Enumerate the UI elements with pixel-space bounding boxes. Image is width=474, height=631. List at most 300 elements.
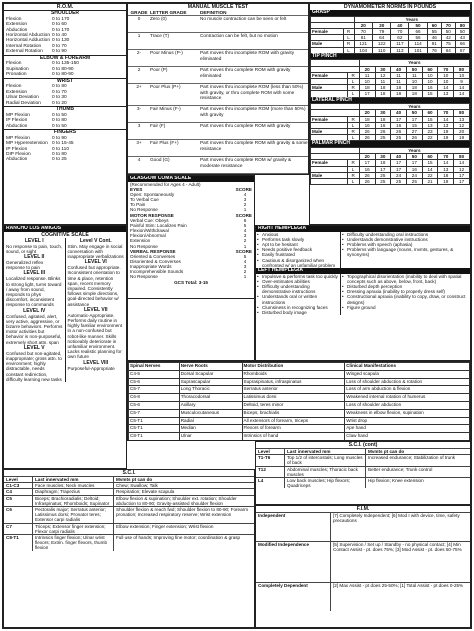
dyn-cell: 50	[455, 29, 469, 35]
dyn-cell: 18	[359, 85, 375, 91]
dyn-cell: L	[347, 122, 359, 128]
rom-motion: Supination	[6, 66, 29, 72]
nerve-cell: Suprascapular	[179, 378, 242, 386]
hemi-item: • Over-estimates abilities	[256, 279, 340, 284]
sci-movements: Elbow flexion & supination; Shoulder ext. rotation; Shoulder abduction to 80-90; Gravity-assisted shoulder flexion	[116, 495, 237, 506]
rom-range: 0 to 50	[52, 123, 67, 129]
fim-levels: [7] Completely Independent; [6] Mod I with device, time, safety precautions	[333, 513, 460, 524]
dyn-cell: 24	[406, 172, 422, 178]
dyn-cell: 18	[406, 91, 422, 97]
rancho-panel	[3, 225, 127, 469]
mmt-row	[128, 157, 308, 174]
dyn-cell: 16	[391, 122, 407, 128]
dyn-cell: 16	[359, 122, 375, 128]
dyn-cell: 14	[438, 85, 454, 91]
mmt-grade: 3	[137, 123, 141, 129]
gcs-response: Flexion/Abnormal	[130, 233, 166, 239]
dyn-cell: 12	[375, 72, 391, 78]
dyn-age: 30	[375, 110, 391, 116]
gcs-score: 3	[243, 264, 247, 270]
rom-motion: MP Flexion	[6, 135, 30, 141]
hemi-col-right	[341, 232, 470, 268]
dyn-cell: 25	[391, 135, 407, 141]
hemi-item: • Impulsive & performs task too quickly	[256, 274, 340, 279]
gcs-response: Disoriented & Converses	[130, 258, 181, 264]
nerve-row	[129, 370, 470, 378]
hemi-item: • Problems with language (nouns, mvmts, gestures, & synonyms)	[341, 247, 470, 257]
rom-section-title: SHOULDER	[4, 10, 126, 17]
hemi-col-right	[341, 274, 470, 316]
dyn-cell: 79	[372, 29, 390, 35]
dyn-age: 40	[391, 22, 409, 28]
dyn-cell: 10	[438, 79, 454, 85]
rom-range: 0 to 170	[52, 16, 70, 22]
sci-movements: Respiration; Elevate scapula	[116, 489, 175, 495]
mmt-letter-grade: Poor Plus (P+)	[150, 84, 181, 90]
nerve-cell: C5-6	[129, 378, 180, 386]
hemi-item: • Disturbed depth perception	[341, 284, 470, 289]
nerve-row	[129, 401, 470, 409]
dyn-cell: 18	[406, 85, 422, 91]
dyn-cell: 66	[455, 41, 469, 47]
dyn-cell: 14	[438, 116, 454, 122]
gcs-response: To Pain	[130, 202, 146, 208]
dyn-cell: 19	[438, 179, 454, 185]
dyn-cell: 50	[441, 29, 455, 35]
dyn-years-label: Years	[354, 16, 469, 22]
dyn-cell: 16	[406, 166, 422, 172]
mmt-letter-grade: Good (G)	[150, 157, 170, 163]
sci-row	[4, 506, 254, 523]
sci-row	[256, 477, 470, 488]
dyn-cell	[311, 179, 348, 185]
hemi-columns	[256, 274, 470, 316]
dyn-cell: L	[343, 47, 354, 53]
dyn-cell: 18	[438, 172, 454, 178]
mmt-grade: 3+	[136, 140, 142, 146]
dyn-age: 20	[359, 154, 375, 160]
gcs-score: 5	[243, 253, 247, 259]
dyn-age: 70	[438, 110, 454, 116]
dyn-cell: 17	[406, 116, 422, 122]
hemi-item: • Topographical disorientation (inability to deal with spatial concepts such as above, below, front, back)	[341, 274, 470, 284]
sci-muscles: Biceps; Brachioradialis; Deltoid; Infraspinatus; Rhomboids; Supinator	[33, 496, 114, 506]
mmt-grade: 2	[137, 67, 141, 73]
dyn-cell: 66	[409, 29, 427, 35]
gcs-score: 2	[243, 269, 247, 275]
dyn-cell: 22	[422, 172, 438, 178]
rancho-title: RANCHO LOS AMIGOS	[4, 226, 126, 232]
dyn-cell: 19	[454, 135, 470, 141]
dyn-cell: 10	[359, 79, 375, 85]
rom-motion: Extension	[6, 22, 28, 28]
dynamometer-panel	[309, 3, 471, 225]
hemi-item: • Difficulty understanding oral instructions	[341, 232, 470, 237]
mmt-definition: Contraction can be felt, but no motion	[200, 33, 278, 39]
dyn-cell: 14	[454, 85, 470, 91]
dyn-cell: 14	[454, 91, 470, 97]
dyn-cell: Male	[311, 85, 348, 91]
gcs-response: Extension	[130, 238, 151, 244]
dyn-cell: 26	[359, 172, 375, 178]
mmt-grade: 1	[137, 33, 141, 39]
sci-header-muscle: Last innervated mm	[33, 477, 114, 482]
dyn-cell: 16	[422, 85, 438, 91]
fim-panel	[255, 505, 471, 628]
dyn-cell: 17	[391, 166, 407, 172]
rom-motion: Horizontal Abduction	[6, 32, 50, 38]
dyn-cell: R	[347, 160, 359, 166]
mmt-definition: Part moves thru complete ROM with gravity & some resistance	[200, 140, 308, 151]
dyn-cell: 13	[438, 122, 454, 128]
dyn-cell: 18	[375, 91, 391, 97]
dyn-age: 20	[359, 66, 375, 72]
rom-motion: Extension	[6, 89, 28, 95]
sci-cont-panel	[255, 441, 471, 505]
rom-range: 0 to 50	[52, 112, 67, 118]
dyn-cell: 19	[438, 129, 454, 135]
rom-range: 0 to 80-90	[52, 66, 74, 72]
gcs-score: 3	[243, 233, 247, 239]
nerve-table	[128, 362, 470, 441]
rom-range: 0 to 130	[52, 38, 70, 44]
gcs-section-label: VERBAL RESPONSE	[130, 248, 176, 254]
dyn-cell: 26	[406, 135, 422, 141]
gcs-response: Incomprehensible Sounds	[130, 269, 184, 275]
gcs-section-label: EYES	[130, 186, 143, 192]
dyn-cell: 11	[391, 72, 407, 78]
dyn-years-label: Years	[359, 60, 469, 66]
dyn-cell: L	[343, 35, 354, 41]
mmt-header-letter: LETTER GRADE	[150, 10, 187, 15]
dyn-table	[310, 16, 470, 54]
rom-range: 0 to 30	[52, 95, 67, 101]
rom-range: 0 to 80-90	[52, 72, 74, 78]
sci-muscles: Abdominal muscles; Thoracic back muscles	[285, 467, 366, 477]
hemi-item: • Problems with speech (aphasia)	[341, 242, 470, 247]
sci-muscles: Face muscles; Neck muscles	[33, 483, 114, 488]
fim-row	[256, 541, 470, 582]
rom-motion: MP Flexion	[6, 112, 30, 118]
dyn-cell: R	[347, 85, 359, 91]
sci-level: C1-C3	[4, 483, 33, 488]
dyn-table-title: GRASP	[310, 10, 470, 16]
dyn-cell: 17	[359, 91, 375, 97]
dyn-age: 70	[441, 22, 455, 28]
mmt-row	[128, 84, 308, 106]
gcs-score-label: SCORE	[235, 248, 252, 254]
mmt-letter-grade: Fair Plus (F+)	[150, 140, 179, 146]
rancho-level-text: Generalized reflex response to pain	[6, 260, 44, 271]
dyn-age: 40	[391, 154, 407, 160]
nerve-row	[129, 433, 470, 441]
nerve-cell: Latissimus dorsi	[242, 394, 345, 402]
mmt-row	[128, 50, 308, 67]
dyn-cell: 17	[454, 179, 470, 185]
dyn-cell: 19	[438, 135, 454, 141]
dyn-cell: 25	[391, 179, 407, 185]
dyn-cell: 70	[391, 29, 409, 35]
hemi-item: • Understands demonstrative instructions	[341, 237, 470, 242]
dyn-cell: 26	[359, 129, 375, 135]
dyn-cell: R	[347, 129, 359, 135]
dyn-cell: 26	[391, 129, 407, 135]
dyn-cell: 17	[391, 160, 407, 166]
gcs-score: 4	[243, 228, 247, 234]
dyn-cell: 64	[441, 47, 455, 53]
dyn-cell: 26	[359, 179, 375, 185]
dyn-age: 80	[454, 110, 470, 116]
mmt-letter-grade: Fair (F)	[150, 123, 166, 129]
reference-sheet	[2, 2, 472, 629]
nerve-cell: Claw hand	[345, 433, 470, 441]
fim-category: Completely Dependent	[256, 583, 331, 611]
sci-level: C8-T1	[4, 535, 33, 551]
rom-range: 0 to 40	[52, 32, 67, 38]
dyn-cell: 18	[375, 116, 391, 122]
dyn-cell: 18	[375, 85, 391, 91]
gcs-response: No Response	[130, 274, 158, 280]
sci-muscles: Triceps; Extensor finger extension; Flexor carpi radialis	[33, 524, 114, 534]
hemi-col-left	[256, 274, 341, 316]
dyn-cell: 13	[438, 91, 454, 97]
dyn-cell: Male	[311, 172, 348, 178]
rom-range: 0 to 60	[52, 22, 67, 28]
rom-range: 0 to 20	[52, 100, 67, 106]
dyn-cell: Female	[311, 72, 348, 78]
rom-section-title: ELBOW & FOREARM	[4, 55, 126, 62]
dyn-cell: 91	[427, 41, 441, 47]
dyn-cell: 10	[454, 72, 470, 78]
nerves-panel	[127, 361, 471, 441]
dyn-cell: 13	[438, 166, 454, 172]
mmt-row	[128, 140, 308, 157]
gcs-score: 5	[243, 222, 247, 228]
dyn-cell: 61	[354, 35, 372, 41]
gcs-response: Oriented & Converses	[130, 253, 176, 259]
dyn-cell: 76	[427, 47, 441, 53]
rom-range: 0 to 110	[52, 146, 69, 152]
dyn-cell: R	[343, 29, 354, 35]
rancho-level: LEVEL III	[23, 270, 46, 277]
mmt-definition: Part moves thru complete ROM with gravity eliminated	[200, 67, 291, 78]
mmt-row	[128, 67, 308, 84]
gcs-section-label: MOTOR RESPONSE	[130, 212, 174, 218]
hemi-item: • Figure ground	[341, 305, 470, 310]
rancho-level: Level V Cont.	[79, 237, 112, 244]
gcs-score: 6	[243, 217, 247, 223]
dyn-cell: 15	[406, 122, 422, 128]
gcs-note: (Recommended for Ages 4 - Adult)	[130, 181, 201, 187]
dyn-table-title: TIP PINCH	[310, 54, 470, 60]
blank-area	[127, 299, 255, 361]
sci-level: C7	[4, 524, 33, 534]
rom-motion: DIP Flexion	[6, 152, 31, 158]
dyn-cell: 17	[359, 160, 375, 166]
rom-motion: IP Flexion	[6, 146, 28, 152]
dyn-cell: 10	[406, 79, 422, 85]
nerve-cell: C4-5	[129, 370, 180, 378]
dyn-cell: 70	[354, 29, 372, 35]
fim-category: Modified Independence	[256, 542, 331, 582]
dyn-cell: 26	[359, 135, 375, 141]
dyn-cell: 42	[441, 35, 455, 41]
fim-row	[256, 582, 470, 611]
gcs-score: 2	[243, 238, 247, 244]
dyn-table	[310, 147, 470, 185]
dyn-cell: 25	[375, 135, 391, 141]
nerve-cell: Biceps, brachialis	[242, 409, 345, 417]
dyn-cell: L	[347, 166, 359, 172]
gcs-score-label: SCORE	[235, 212, 252, 218]
dyn-cell: 46	[427, 35, 441, 41]
mmt-definition: Part moves thru complete ROM with gravity	[200, 123, 291, 129]
gcs-score: 1	[243, 243, 247, 249]
nerve-row	[129, 386, 470, 394]
dyn-cell: R	[347, 116, 359, 122]
sci-movements: Increased endurance; Stabilization of trunk	[368, 455, 456, 461]
dyn-cell: 113	[391, 47, 409, 53]
gcs-response: To Verbal Cue	[130, 197, 159, 203]
rom-motion: Abduction	[6, 157, 28, 163]
nerve-cell: Flexors of forearm	[242, 425, 345, 433]
nerve-cell: Thoracodorsal	[179, 394, 242, 402]
dyn-cell: R	[347, 72, 359, 78]
gcs-score: 1	[243, 274, 247, 280]
rancho-level-text: Stim. May engage in social conversation with inappropriate verbalizations	[67, 243, 124, 259]
dyn-cell: 14	[422, 166, 438, 172]
mmt-definition: Part moves thru complete ROM w/ gravity & moderate resistance	[200, 157, 292, 168]
sci-movements: Hip flexion; Knee extension	[368, 478, 424, 484]
dyn-cell: 101	[409, 47, 427, 53]
dyn-cell: 57	[455, 47, 469, 53]
rom-range: 0 to 70	[52, 43, 67, 49]
dyn-cell: 121	[354, 41, 372, 47]
dyn-cell: 10	[422, 72, 438, 78]
gcs-score: 1	[243, 207, 247, 213]
dyn-cell: 18	[359, 116, 375, 122]
dyn-cell: 104	[354, 47, 372, 53]
dyn-cell: 10	[438, 72, 454, 78]
rom-title: R.O.M.	[56, 4, 74, 10]
gcs-response: Painful Stim: Localizes Pain	[130, 222, 187, 228]
nerve-cell: Rhomboids	[242, 370, 345, 378]
rancho-right-column	[66, 238, 127, 382]
dyn-age: 80	[454, 154, 470, 160]
dyn-cell: 27	[406, 129, 422, 135]
dyn-cell: 17	[454, 172, 470, 178]
dyn-cell: Female	[311, 160, 348, 166]
dyn-cell: 16	[375, 122, 391, 128]
dyn-age: 40	[391, 66, 407, 72]
mmt-grade: 3-	[136, 106, 142, 112]
dyn-cell: 24	[391, 172, 407, 178]
rom-row	[4, 157, 126, 162]
rancho-level-text: Automatic-Appropriate. Performs daily routine in highly familiar environment in a non-confused but robot-like manner. Skills noticeably deteriorate in unfamiliar environment. Lacks realistic planning for own future	[67, 312, 123, 360]
dyn-age: 60	[422, 110, 438, 116]
dyn-age: 50	[406, 110, 422, 116]
gcs-row	[128, 274, 254, 279]
gcs-score: 2	[243, 202, 247, 208]
dyn-years-label: Years	[359, 104, 469, 110]
sci-movements: Shoulder flexion & reach fwd; Shoulder flexion to 80-90; Forearm pronation; Increased respiratory reserve; Wrist extension	[116, 507, 249, 518]
dyn-cell: 17	[406, 160, 422, 166]
nerve-cell: C5-T1	[129, 417, 180, 425]
nerve-cell: Weakened internal rotation of humerus	[345, 394, 470, 402]
dyn-cell: 13	[454, 116, 470, 122]
mmt-row	[128, 16, 308, 33]
dyn-years-label: Years	[359, 148, 469, 154]
dyn-cell: 17	[375, 166, 391, 172]
rancho-level: LEVEL I	[24, 237, 44, 244]
dyn-cell: 11	[406, 72, 422, 78]
rom-range: 0 to 15-45	[52, 141, 74, 147]
rom-section-title: WRIST	[4, 78, 126, 85]
dyn-cell: 21	[422, 179, 438, 185]
sci-header-level: Level	[256, 449, 285, 454]
nerve-header: Spinal Nerves	[129, 363, 180, 371]
rancho-level-text: Confused but appropriate. Inconsistent orientation to time & place, retention span, recent memory impaired. Consistently follows simple directions, goal-directed behavior w/ assistance	[67, 265, 121, 307]
sci-title: S.C.I.	[122, 470, 136, 476]
nerve-cell: Radial	[179, 417, 242, 425]
mmt-grade: 2+	[136, 84, 142, 90]
nerve-cell: Loss of shoulder abduction & rotation	[345, 378, 470, 386]
dyn-cell: 55	[427, 29, 441, 35]
nerve-cell: C5-T1	[129, 425, 180, 433]
sci-muscles: Diaphragm; Trapezius	[33, 489, 114, 494]
dyn-cell: Male	[311, 129, 348, 135]
sci-header-muscle: Last innervated mm	[285, 449, 366, 454]
dyn-cell: 117	[391, 41, 409, 47]
dyn-cell: 18	[391, 91, 407, 97]
dyn-cell: 25	[375, 179, 391, 185]
mmt-grade: 4	[137, 157, 141, 163]
dyn-age: 20	[359, 110, 375, 116]
fim-row	[256, 512, 470, 541]
rom-range: 0 to 80	[52, 84, 67, 90]
sci-row	[4, 534, 254, 551]
nerve-cell: Ulnar	[179, 433, 242, 441]
rom-motion: External Rotation	[6, 49, 43, 55]
dyn-cell: 11	[375, 79, 391, 85]
rom-motion: Flexion	[6, 61, 22, 67]
dyn-cell: 11	[359, 72, 375, 78]
dyn-cell: 23	[422, 129, 438, 135]
dyn-cell: Male	[311, 41, 344, 47]
dyn-cell: 75	[441, 41, 455, 47]
gcs-response: Flexion/Withdrawal	[130, 228, 169, 234]
dyn-table-title: LATERAL PINCH	[310, 98, 470, 104]
sci-level: T12	[256, 467, 285, 477]
dyn-age: 50	[409, 22, 427, 28]
sci-level: L4	[256, 478, 285, 488]
dyn-cell: 14	[454, 160, 470, 166]
rom-motion: Abduction	[6, 123, 28, 129]
rom-range: 0 to 80	[52, 152, 67, 158]
dyn-cell: Female	[311, 116, 348, 122]
gcs-score-label: SCORE	[235, 186, 252, 192]
mmt-definition: Part moves thru incomplete ROM with gravity eliminated	[200, 50, 295, 61]
mmt-letter-grade: Poor Minus (P-)	[150, 50, 183, 56]
hemi-col-left	[256, 232, 341, 268]
nerve-cell: C5-7	[129, 409, 180, 417]
rom-panel	[3, 3, 127, 225]
hemi-item: • Cautious & disorganized when confronted w/ an unfamiliar problem	[256, 258, 340, 268]
dyn-cell: 15	[422, 116, 438, 122]
nerve-cell: Loss of arm abduction & flexion	[345, 386, 470, 394]
dyn-age: 30	[375, 66, 391, 72]
sci-muscles: Top 1/2 of intercostals; Long muscles of back	[285, 455, 366, 465]
